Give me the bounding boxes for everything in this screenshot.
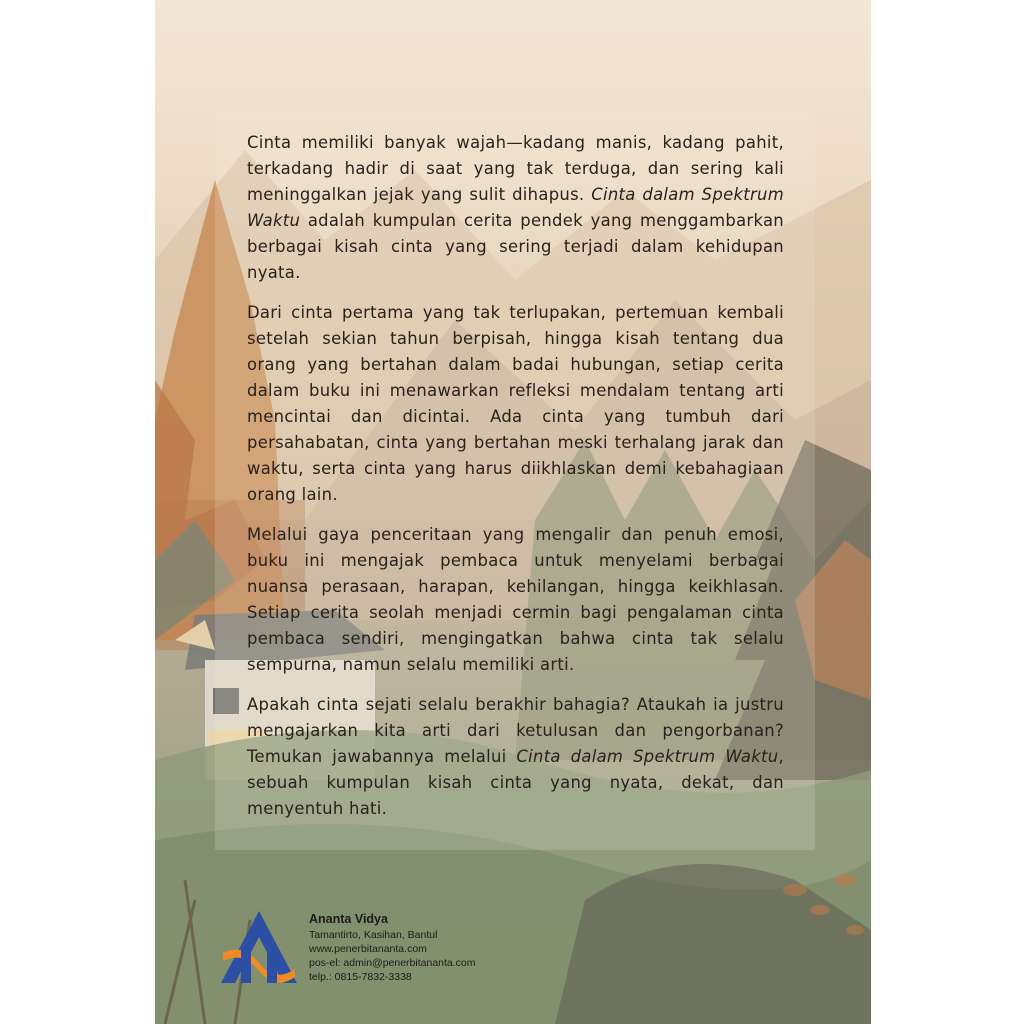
publisher-logo-icon <box>217 907 301 989</box>
publisher-address: Tamantirto, Kasihan, Bantul <box>309 929 438 941</box>
book-title: Cinta dalam Spektrum Waktu <box>247 185 784 230</box>
publisher-phone: telp.: 0815-7832-3338 <box>309 971 412 983</box>
paragraph-4: Apakah cinta sejati selalu berakhir bahagia? Ataukah ia justru mengajarkan kita arti dari ketulusan dan pengorbanan? Temukan jawabannya melalui Cinta dalam Spektrum Waktu, sebuah kumpulan kisah cinta yang nyata, dekat, dan menyentuh hati. <box>247 695 784 818</box>
publisher-block <box>217 905 617 1005</box>
publisher-email: pos-el: admin@penerbitananta.com <box>309 957 476 969</box>
book-title: Cinta dalam Spektrum Waktu <box>516 747 779 766</box>
publisher-website: www.penerbitananta.com <box>309 943 427 955</box>
paragraph-2: Dari cinta pertama yang tak terlupakan, pertemuan kembali setelah sekian tahun berpisah, hingga kisah tentang dua orang yang bertahan dalam badai hubungan, setiap cerita dalam buku ini menawarkan refleksi mendalam tentang arti mencintai dan dicintai. Ada cinta yang tumbuh dari persahabatan, cinta yang bertahan meski terhalang jarak dan waktu, serta cinta yang harus diikhlaskan demi kebahagiaan orang lain. <box>247 303 784 504</box>
publisher-info <box>309 911 476 984</box>
publisher-name: Ananta Vidya <box>309 912 388 926</box>
paragraph-3: Melalui gaya penceritaan yang mengalir dan penuh emosi, buku ini mengajak pembaca untuk menyelami berbagai nuansa perasaan, harapan, kehilangan, hingga keikhlasan. Setiap cerita seolah menjadi cermin bagi pengalaman cinta pembaca sendiri, mengingatkan bahwa cinta tak selalu sempurna, namun selalu memiliki arti. <box>247 525 784 674</box>
blurb-text <box>247 130 784 836</box>
paragraph-1: Cinta memiliki banyak wajah—kadang manis, kadang pahit, terkadang hadir di saat yang tak terduga, dan sering kali meninggalkan jejak yang sulit dihapus. Cinta dalam Spektrum Waktu adalah kumpulan cerita pendek yang menggambarkan berbagai kisah cinta yang sering terjadi dalam kehidupan nyata. <box>247 133 784 282</box>
back-cover <box>155 0 871 1024</box>
